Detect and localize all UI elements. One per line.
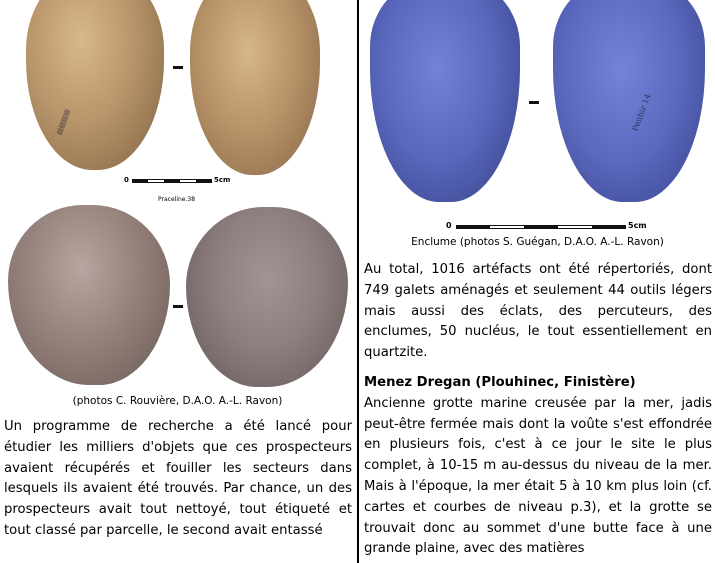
scale-bar [456, 225, 626, 229]
scale-label-zero: 0 [446, 221, 452, 230]
anvil-stone-right [553, 0, 705, 202]
right-paragraph-1: Au total, 1016 artéfacts ont été répertoriés, dont 749 galets aménagés et seulement 44 outils légers mais aussi des éclats, des percuteurs, des enclumes, 50 nucléus, le tout essentiellement en quartzite. [364, 262, 712, 361]
right-paragraph-2: Ancienne grotte marine creusée par la mer, jadis peut-être fermée mais dont la voûte s'est effondrée en plusieurs fois, c'est à ce jour le site le plus complet, à 10-15 m au-dessus du niveau de la mer. Mais à l'époque, la mer était 5 à 10 km plus loin (cf. cartes et courbes de niveau p.3), et la grotte se trouvait donc au sommet d'une butte face à une grande plaine, avec des matières [364, 395, 712, 557]
pebble-bottom-right [186, 207, 348, 387]
photo-top-pebbles [0, 0, 355, 210]
scale-label-zero: 0 [124, 176, 129, 184]
specimen-reference: Praceline.38 [158, 196, 196, 203]
photo-anvil-stones [360, 0, 715, 235]
anvil-stone-left [370, 0, 520, 202]
section-heading: Menez Dregan (Plouhinec, Finistère) [364, 374, 636, 390]
column-divider [357, 0, 359, 563]
pebble-separator-dash [173, 66, 183, 69]
scale-bar [132, 179, 212, 183]
pebble-bottom-left [8, 205, 170, 385]
left-paragraph: Un programme de recherche a été lancé pour étudier les milliers d'objets que ces prospecteurs avaient récupérés et fouiller les secteurs dans lesquels ils avaient été trouvés. Par chance, un des prospecteurs avait tout nettoyé, tout étiqueté et tout classé par parcelle, le second avait entassé [4, 419, 352, 538]
anvil-ink-inscription: Penhir 14 [630, 92, 653, 133]
pebble-top-right [190, 0, 320, 175]
pebble-ink-inscription: ▤▤▤▤ [54, 108, 72, 136]
scale-label-5cm: 5cm [628, 221, 647, 230]
photo-bottom-pebbles [0, 205, 355, 390]
left-body-text [4, 417, 352, 542]
left-photo-caption: (photos C. Rouvière, D.A.O. A.-L. Ravon) [72, 395, 283, 407]
scale-label-5cm: 5cm [214, 176, 231, 184]
anvil-separator-dash [529, 101, 539, 104]
pebble-top-left [26, 0, 164, 170]
right-body-text [364, 260, 712, 560]
right-photo-caption: Enclume (photos S. Guégan, D.A.O. A.-L. Ravon) [411, 236, 664, 248]
pebble-separator-dash [173, 305, 183, 308]
